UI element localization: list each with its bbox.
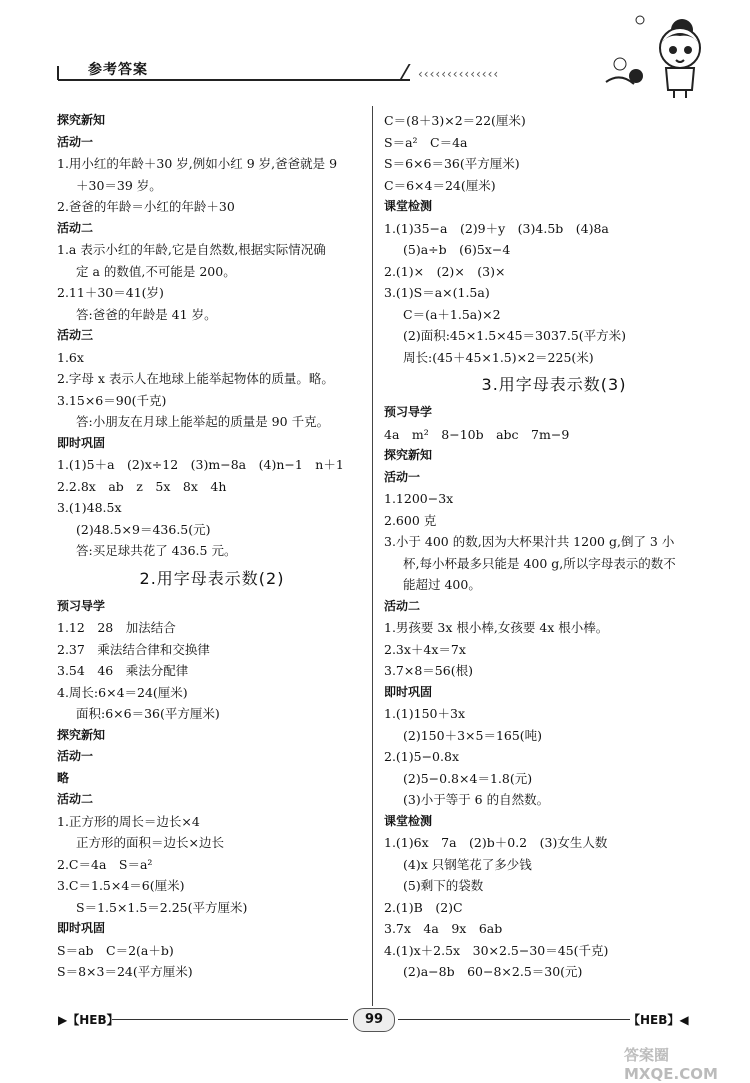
answer-line: 2.C＝4a S＝a²	[57, 856, 153, 872]
answer-line: 4.周长:6×4＝24(厘米)	[57, 684, 188, 700]
header-rule	[58, 79, 410, 81]
page-title: 参考答案	[88, 62, 148, 78]
answer-line: (2)5−0.8×4＝1.8(元)	[403, 770, 533, 786]
section-heading: 活动二	[57, 220, 94, 235]
page-number: 99	[353, 1008, 395, 1032]
answer-line: C＝(8＋3)×2＝22(厘米)	[384, 113, 526, 128]
answer-line: (2)a−8b 60−8×2.5＝30(元)	[403, 964, 583, 979]
section-heading: 活动三	[57, 328, 94, 342]
answer-line: 答:小朋友在月球上能举起的质量是 90 千克。	[76, 414, 330, 429]
answer-line: (3)小于等于 6 的自然数。	[403, 792, 550, 807]
section-heading: 活动二	[384, 598, 421, 613]
answer-line: 1.正方形的周长＝边长×4	[57, 813, 200, 829]
answer-line: 2.3x＋4x＝7x	[384, 641, 466, 657]
answer-line: S＝1.5×1.5＝2.25(平方厘米)	[76, 899, 248, 915]
lesson-title: 2.用字母表示数(2)	[139, 568, 285, 588]
answer-line: (2)面积:45×1.5×45＝3037.5(平方米)	[403, 328, 627, 343]
section-heading: 活动一	[57, 134, 94, 149]
answer-line: 答:爸爸的年龄是 41 岁。	[76, 306, 217, 322]
section-heading: 即时巩固	[384, 684, 433, 699]
answer-line: 3.(1)S＝a×(1.5a)	[384, 285, 490, 300]
cartoon-girl-icon	[600, 10, 720, 100]
header-mark	[57, 66, 65, 80]
answer-line: 3.7x 4a 9x 6ab	[384, 921, 503, 936]
section-heading: 探究新知	[384, 448, 433, 462]
answer-line: 3.15×6＝90(千克)	[57, 392, 167, 408]
answer-line: C＝(a＋1.5a)×2	[403, 306, 501, 322]
answer-line: 定 a 的数值,不可能是 200。	[76, 263, 236, 279]
answer-line: 4a m² 8−10b abc 7m−9	[384, 426, 570, 442]
section-heading: 课堂检测	[384, 199, 433, 213]
column-divider	[372, 106, 373, 1006]
answer-line: 4.(1)x＋2.5x 30×2.5−30＝45(千克)	[384, 942, 609, 958]
answer-line: 1.用小红的年龄＋30 岁,例如小红 9 岁,爸爸就是 9	[57, 156, 338, 171]
watermark: 答案圈 MXQE.COM	[624, 1046, 718, 1083]
footer-rule-left	[112, 1019, 348, 1020]
answer-line: (4)x 只钢笔花了多少钱	[403, 856, 532, 872]
answer-line: S＝6×6＝36(平方厘米)	[384, 156, 520, 171]
section-heading: 活动二	[57, 792, 94, 806]
section-heading: 预习导学	[384, 405, 433, 419]
section-heading: 活动一	[384, 469, 421, 484]
section-heading: 探究新知	[57, 727, 106, 742]
answer-line: 2.11＋30＝41(岁)	[57, 285, 164, 300]
header-arrows-decoration: ‹‹‹‹‹‹‹‹‹‹‹‹‹‹	[418, 67, 500, 81]
answer-line: 3.(1)48.5x	[57, 500, 122, 515]
answer-line: 1.(1)5＋a (2)x÷12 (3)m−8a (4)n−1 n＋1	[57, 457, 344, 472]
answer-line: 3.7×8＝56(根)	[384, 663, 473, 678]
footer-badge-left: ▶【HEB】	[58, 1013, 119, 1027]
answer-line: 2.(1)× (2)× (3)×	[384, 263, 506, 279]
answer-line: 2.字母 x 表示人在地球上能举起物体的质量。略。	[57, 371, 334, 386]
answer-line: 答:买足球共花了 436.5 元。	[76, 543, 237, 558]
answer-line: 面积:6×6＝36(平方厘米)	[76, 706, 220, 721]
left-column	[57, 110, 367, 983]
answer-line: (5)a÷b (6)5x−4	[403, 242, 511, 257]
section-heading: 即时巩固	[57, 921, 106, 935]
answer-line: 2.(1)5−0.8x	[384, 749, 459, 764]
answer-line: ＋30＝39 岁。	[76, 177, 162, 193]
answer-line: S＝a² C＝4a	[384, 134, 468, 150]
answer-line: 2.(1)B (2)C	[384, 899, 463, 915]
answer-line: 能超过 400。	[403, 577, 481, 592]
answer-line: 1.(1)150＋3x	[384, 706, 465, 721]
answer-line: 正方形的面积＝边长×边长	[76, 835, 224, 850]
answer-line: C＝6×4＝24(厘米)	[384, 177, 496, 193]
answer-line: 1.6x	[57, 349, 84, 365]
section-heading: 即时巩固	[57, 435, 106, 450]
answer-line: 3.54 46 乘法分配律	[57, 663, 189, 678]
section-heading: 略	[57, 770, 70, 785]
answer-line: (2)48.5×9＝436.5(元)	[76, 521, 211, 537]
answer-line: 2.600 克	[384, 512, 437, 528]
footer-badge-right: 【HEB】◀	[628, 1013, 689, 1027]
answer-line: 2.爸爸的年龄＝小红的年龄＋30	[57, 199, 235, 214]
footer-rule-right	[398, 1019, 630, 1020]
answer-line: 3.小于 400 的数,因为大杯果汁共 1200 g,倒了 3 小	[384, 534, 675, 549]
answer-line: 3.C＝1.5×4＝6(厘米)	[57, 878, 185, 893]
answer-line: 1.12 28 加法结合	[57, 620, 176, 635]
answer-line: 1.(1)6x 7a (2)b＋0.2 (3)女生人数	[384, 835, 608, 850]
answer-line: 1.男孩要 3x 根小棒,女孩要 4x 根小棒。	[384, 620, 609, 635]
answer-line: 周长:(45＋45×1.5)×2＝225(米)	[403, 349, 594, 365]
section-heading: 预习导学	[57, 598, 106, 613]
section-heading: 课堂检测	[384, 813, 433, 828]
answer-line: 2.37 乘法结合律和交换律	[57, 641, 210, 657]
answer-line: S＝ab C＝2(a＋b)	[57, 942, 174, 958]
lesson-title: 3.用字母表示数(3)	[481, 375, 627, 394]
section-heading: 活动一	[57, 749, 94, 763]
answer-line: 1.1200−3x	[384, 491, 454, 506]
section-heading: 探究新知	[57, 113, 106, 127]
answer-line: 2.2.8x ab z 5x 8x 4h	[57, 478, 227, 494]
right-column	[384, 110, 724, 983]
answer-line: (5)剩下的袋数	[403, 878, 484, 893]
answer-line: S＝8×3＝24(平方厘米)	[57, 964, 193, 979]
answer-line: 1.a 表示小红的年龄,它是自然数,根据实际情况确	[57, 242, 326, 257]
answer-line: (2)150＋3×5＝165(吨)	[403, 727, 543, 743]
answer-line: 杯,每小杯最多只能是 400 g,所以字母表示的数不	[403, 555, 676, 571]
answer-line: 1.(1)35−a (2)9＋y (3)4.5b (4)8a	[384, 220, 609, 236]
